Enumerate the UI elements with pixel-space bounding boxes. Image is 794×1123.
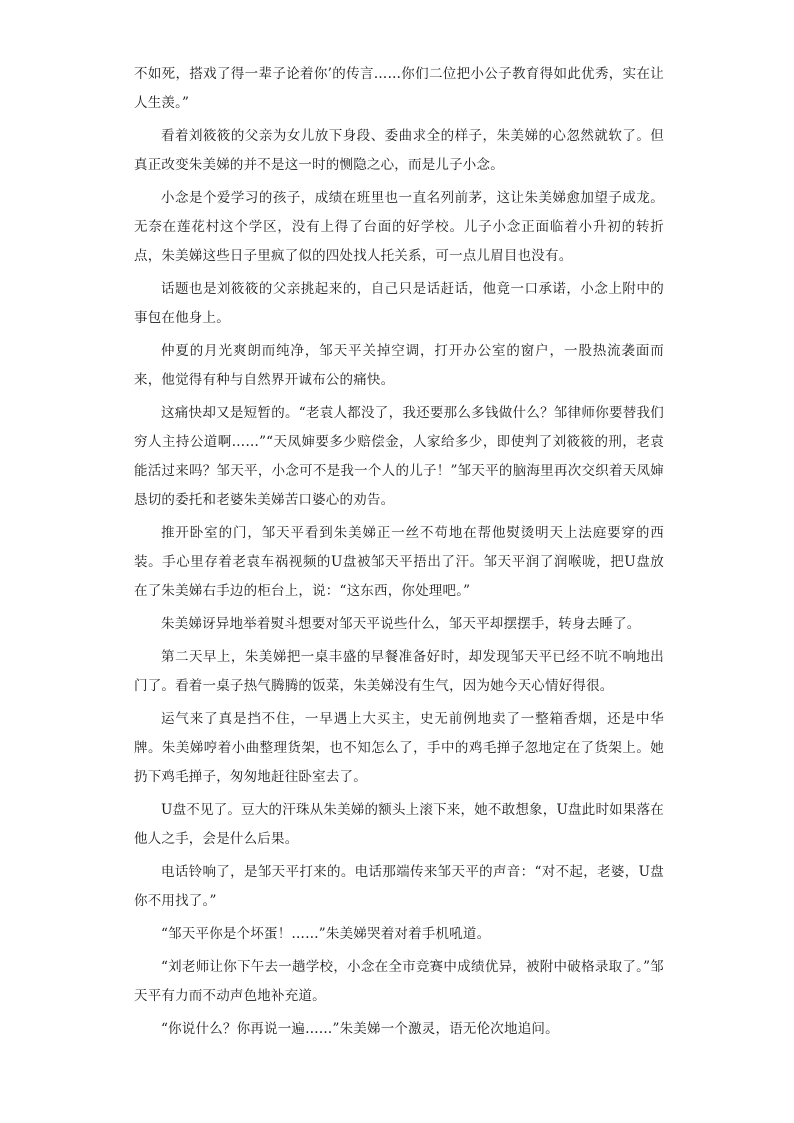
paragraph: 不如死，搭戏了得一辈子论着你’的传言……你们二位把小公子教育得如此优秀，实在让人生羡。” xyxy=(134,66,664,111)
paragraph: 看着刘筱筱的父亲为女儿放下身段、委曲求全的样子，朱美娣的心忽然就软了。但真正改变朱美娣的并不是这一时的恻隐之心，而是儿子小念。 xyxy=(134,128,664,173)
paragraph: “刘老师让你下午去一趟学校，小念在全市竞赛中成绩优异，被附中破格录取了。”邹天平有力而不动声色地补充道。 xyxy=(134,959,664,1004)
paragraph: “你说什么？你再说一遍……”朱美娣一个激灵，语无伦次地追问。 xyxy=(161,1021,559,1037)
article-body xyxy=(134,60,664,1048)
paragraph: 电话铃响了，是邹天平打来的。电话那端传来邹天平的声音：“对不起，老婆，U盘你不用找了。” xyxy=(134,864,664,909)
paragraph: 第二天早上，朱美娣把一桌丰盛的早餐准备好时，却发现邹天平已经不吭不响地出门了。看着一桌子热气腾腾的饭菜，朱美娣没有生气，因为她今天心情好得很。 xyxy=(134,649,664,694)
paragraph: 话题也是刘筱筱的父亲挑起来的，自己只是话赶话，他竟一口承诺，小念上附中的事包在他身上。 xyxy=(134,281,664,326)
paragraph: 朱美娣讶异地举着熨斗想要对邹天平说些什么，邹天平却摆摆手，转身去睡了。 xyxy=(161,616,641,632)
paragraph: 运气来了真是挡不住，一早遇上大买主，史无前例地卖了一整箱香烟，还是中华牌。朱美娣哼着小曲整理货架，也不知怎么了，手中的鸡毛掸子忽地定在了货架上。她扔下鸡毛掸子，匆匆地赶往卧室去了。 xyxy=(134,711,664,785)
paragraph: U盘不见了。豆大的汗珠从朱美娣的额头上滚下来，她不敢想象，U盘此时如果落在他人之手，会是什么后果。 xyxy=(134,802,664,847)
paragraph: 推开卧室的门，邹天平看到朱美娣正一丝不苟地在帮他熨烫明天上法庭要穿的西装。手心里存着老袁车祸视频的U盘被邹天平捂出了汗。邹天平润了润喉咙，把U盘放在了朱美娣右手边的柜台上，说：“这东西，你处理吧。” xyxy=(134,525,664,599)
paragraph: “邹天平你是个坏蛋！……”朱美娣哭着对着手机吼道。 xyxy=(161,926,491,942)
paragraph: 这痛快却又是短暂的。“老袁人都没了，我还要那么多钱做什么？邹律师你要替我们穷人主持公道啊……”“天凤婶要多少赔偿金，人家给多少，即使判了刘筱筱的刑，老袁能活过来吗？邹天平，小念可不是我一个人的儿子！”邹天平的脑海里再次交织着天凤婶恳切的委托和老婆朱美娣苦口婆心的劝告。 xyxy=(134,405,664,508)
paragraph: 仲夏的月光爽朗而纯净，邹天平关掉空调，打开办公室的窗户，一股热流袭面而来，他觉得有种与自然界开诚布公的痛快。 xyxy=(134,343,664,388)
paragraph: 小念是个爱学习的孩子，成绩在班里也一直名列前茅，这让朱美娣愈加望子成龙。无奈在莲花村这个学区，没有上得了台面的好学校。儿子小念正面临着小升初的转折点，朱美娣这些日子里疯了似的四处找人托关系，可一点儿眉目也没有。 xyxy=(134,190,664,264)
